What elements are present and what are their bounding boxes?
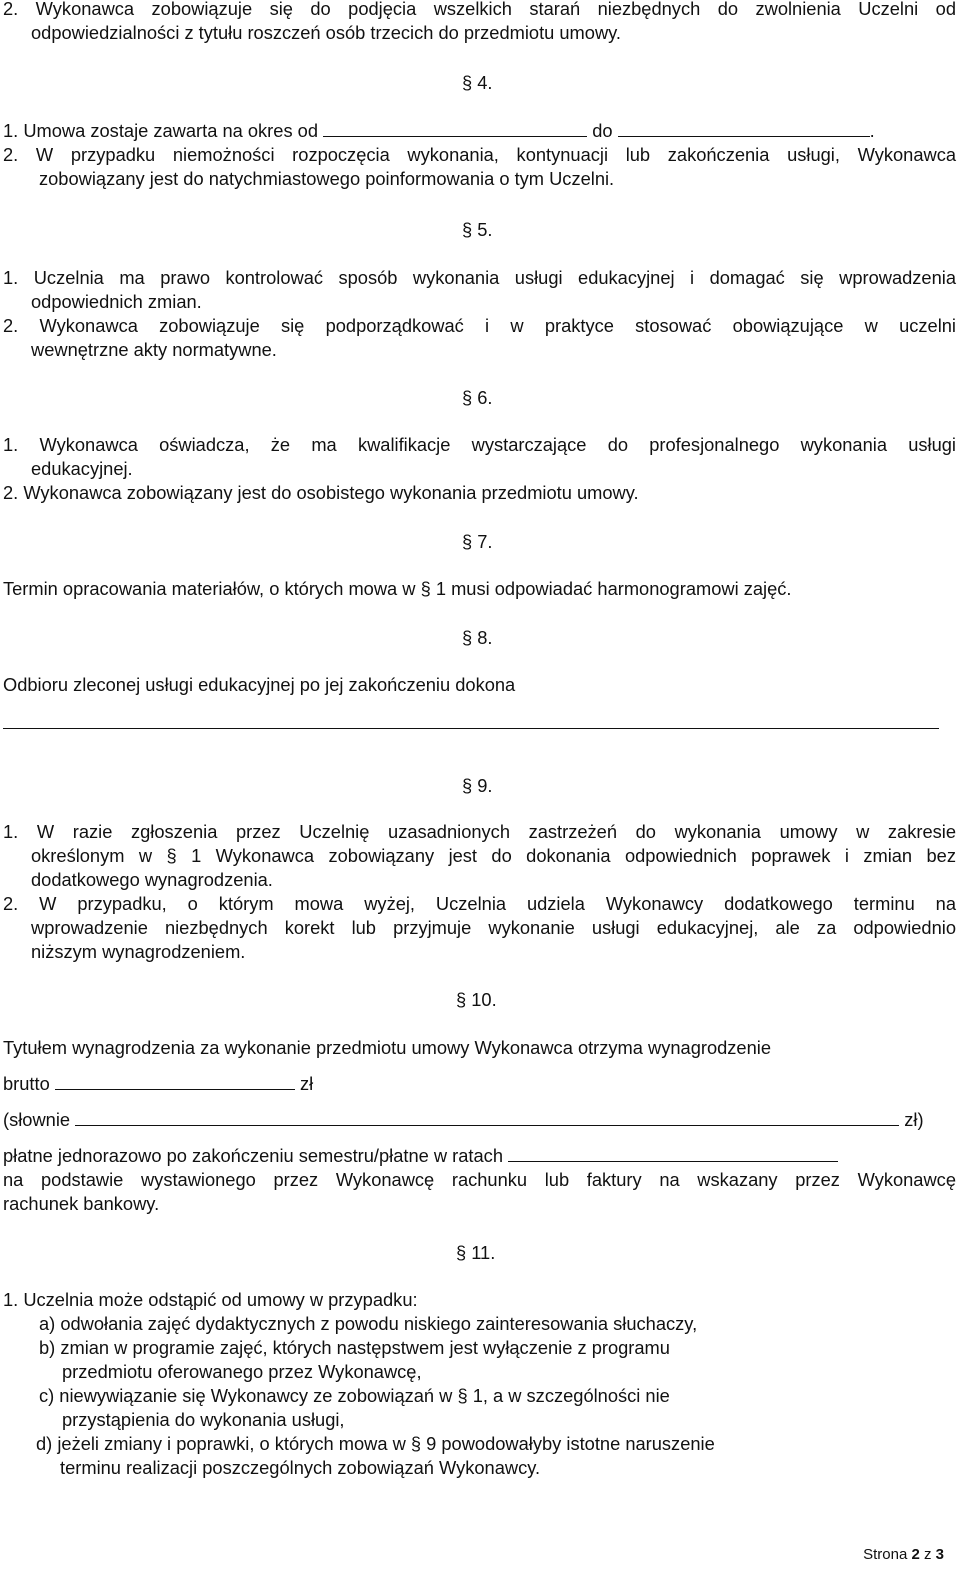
list-item-d-line2: terminu realizacji poszczególnych zobowiązań Wykonawcy. [60,1457,541,1478]
brutto-row [3,1072,313,1096]
paragraph-4-2-line2: zobowiązany jest do natychmiastowego poinformowania o tym Uczelni. [39,168,615,189]
list-item-d-line1: d) jeżeli zmiany i poprawki, o których mowa w § 9 powodowałyby istotne naruszenie [36,1433,715,1454]
page-total: 3 [935,1546,944,1563]
section-9-heading: § 9. [462,775,493,796]
paragraph-3-2-line2: odpowiedzialności z tytułu roszczeń osób trzecich do przedmiotu umowy. [31,22,622,43]
paragraph-10-line-b: rachunek bankowy. [3,1193,160,1214]
section-10-heading: § 10. [456,989,497,1010]
paragraph-9-2-line3: niższym wynagrodzeniem. [31,941,246,962]
section-11-heading: § 11. [456,1242,496,1263]
platne-field[interactable] [508,1144,838,1162]
paragraph-11-intro: 1. Uczelnia może odstąpić od umowy w przypadku: [3,1289,418,1310]
paragraph-9-2-line2: wprowadzenie niezbędnych korekt lub przyjmuje wykonanie usługi edukacyjnej, ale za odpowiednio [31,917,956,938]
list-item-b-line1: b) zmian w programie zajęć, których następstwem jest wyłączenie z programu [39,1337,670,1358]
period-to-field[interactable] [618,119,870,137]
paragraph-7: Termin opracowania materiałów, o których mowa w § 1 musi odpowiadać harmonogramowi zajęć. [3,578,792,599]
receiver-field[interactable] [3,728,939,729]
brutto-currency: zł [299,1073,314,1094]
platne-label: płatne jednorazowo po zakończeniu semestru/płatne w ratach [3,1145,503,1166]
paragraph-5-1-line1: 1. Uczelnia ma prawo kontrolować sposób wykonania usługi edukacyjnej i domagać się wprowadzenia [3,267,956,288]
paragraph-9-1-line3: dodatkowego wynagrodzenia. [31,869,273,890]
period-dot: . [869,120,875,141]
page-footer [863,1546,944,1563]
paragraph-4-1 [3,119,875,143]
period-from-field[interactable] [323,119,587,137]
brutto-label: brutto [3,1073,50,1094]
paragraph-5-2-line1: 2. Wykonawca zobowiązuje się podporządkować i w praktyce stosować obowiązujące w uczelni [3,315,956,336]
paragraph-5-1-line2: odpowiednich zmian. [31,291,202,312]
section-7-heading: § 7. [462,531,493,552]
paragraph-9-1-line2: określonym w § 1 Wykonawca zobowiązany jest do dokonania odpowiednich poprawek i zmian bez [31,845,956,866]
paragraph-9-2-line1: 2. W przypadku, o którym mowa wyżej, Uczelnia udziela Wykonawcy dodatkowego terminu na [3,893,956,914]
section-4-heading: § 4. [462,72,493,93]
paragraph-6-2: 2. Wykonawca zobowiązany jest do osobistego wykonania przedmiotu umowy. [3,482,639,503]
brutto-amount-field[interactable] [55,1072,295,1090]
slownie-currency: zł) [904,1109,924,1130]
paragraph-3-2-line1: 2. Wykonawca zobowiązuje się do podjęcia wszelkich starań niezbędnych do zwolnienia Uczelni od [3,0,956,19]
paragraph-8: Odbioru zleconej usługi edukacyjnej po jej zakończeniu dokona [3,674,516,695]
slownie-row [3,1108,956,1132]
paragraph-6-1-line2: edukacyjnej. [31,458,133,479]
list-item-c-line1: c) niewywiązanie się Wykonawcy ze zobowiązań w § 1, a w szczególności nie [39,1385,670,1406]
paragraph-4-2-line1: 2. W przypadku niemożności rozpoczęcia wykonania, kontynuacji lub zakończenia usługi, Wykonawca [3,144,956,165]
paragraph-5-2-line2: wewnętrzne akty normatywne. [31,339,277,360]
section-5-heading: § 5. [462,219,493,240]
section-6-heading: § 6. [462,387,493,408]
paragraph-10: Tytułem wynagrodzenia za wykonanie przedmiotu umowy Wykonawca otrzyma wynagrodzenie [3,1037,771,1058]
period-label: 1. Umowa zostaje zawarta na okres od [3,120,318,141]
page-label: Strona [863,1546,908,1563]
page-sep: z [923,1546,932,1563]
platne-row [3,1144,838,1168]
slownie-label: (słownie [3,1109,71,1130]
list-item-a: a) odwołania zajęć dydaktycznych z powodu niskiego zainteresowania słuchaczy, [39,1313,698,1334]
period-to-label: do [592,120,613,141]
list-item-b-line2: przedmiotu oferowanego przez Wykonawcę, [62,1361,422,1382]
paragraph-10-line-a: na podstawie wystawionego przez Wykonawcę rachunku lub faktury na wskazany przez Wykonawcę [3,1169,956,1190]
section-8-heading: § 8. [462,627,493,648]
slownie-field[interactable] [75,1108,899,1126]
paragraph-6-1-line1: 1. Wykonawca oświadcza, że ma kwalifikacje wystarczające do profesjonalnego wykonania usługi [3,434,956,455]
page-current: 2 [911,1546,920,1563]
list-item-c-line2: przystąpienia do wykonania usługi, [62,1409,345,1430]
paragraph-9-1-line1: 1. W razie zgłoszenia przez Uczelnię uzasadnionych zastrzeżeń do wykonania umowy w zakresie [3,821,956,842]
